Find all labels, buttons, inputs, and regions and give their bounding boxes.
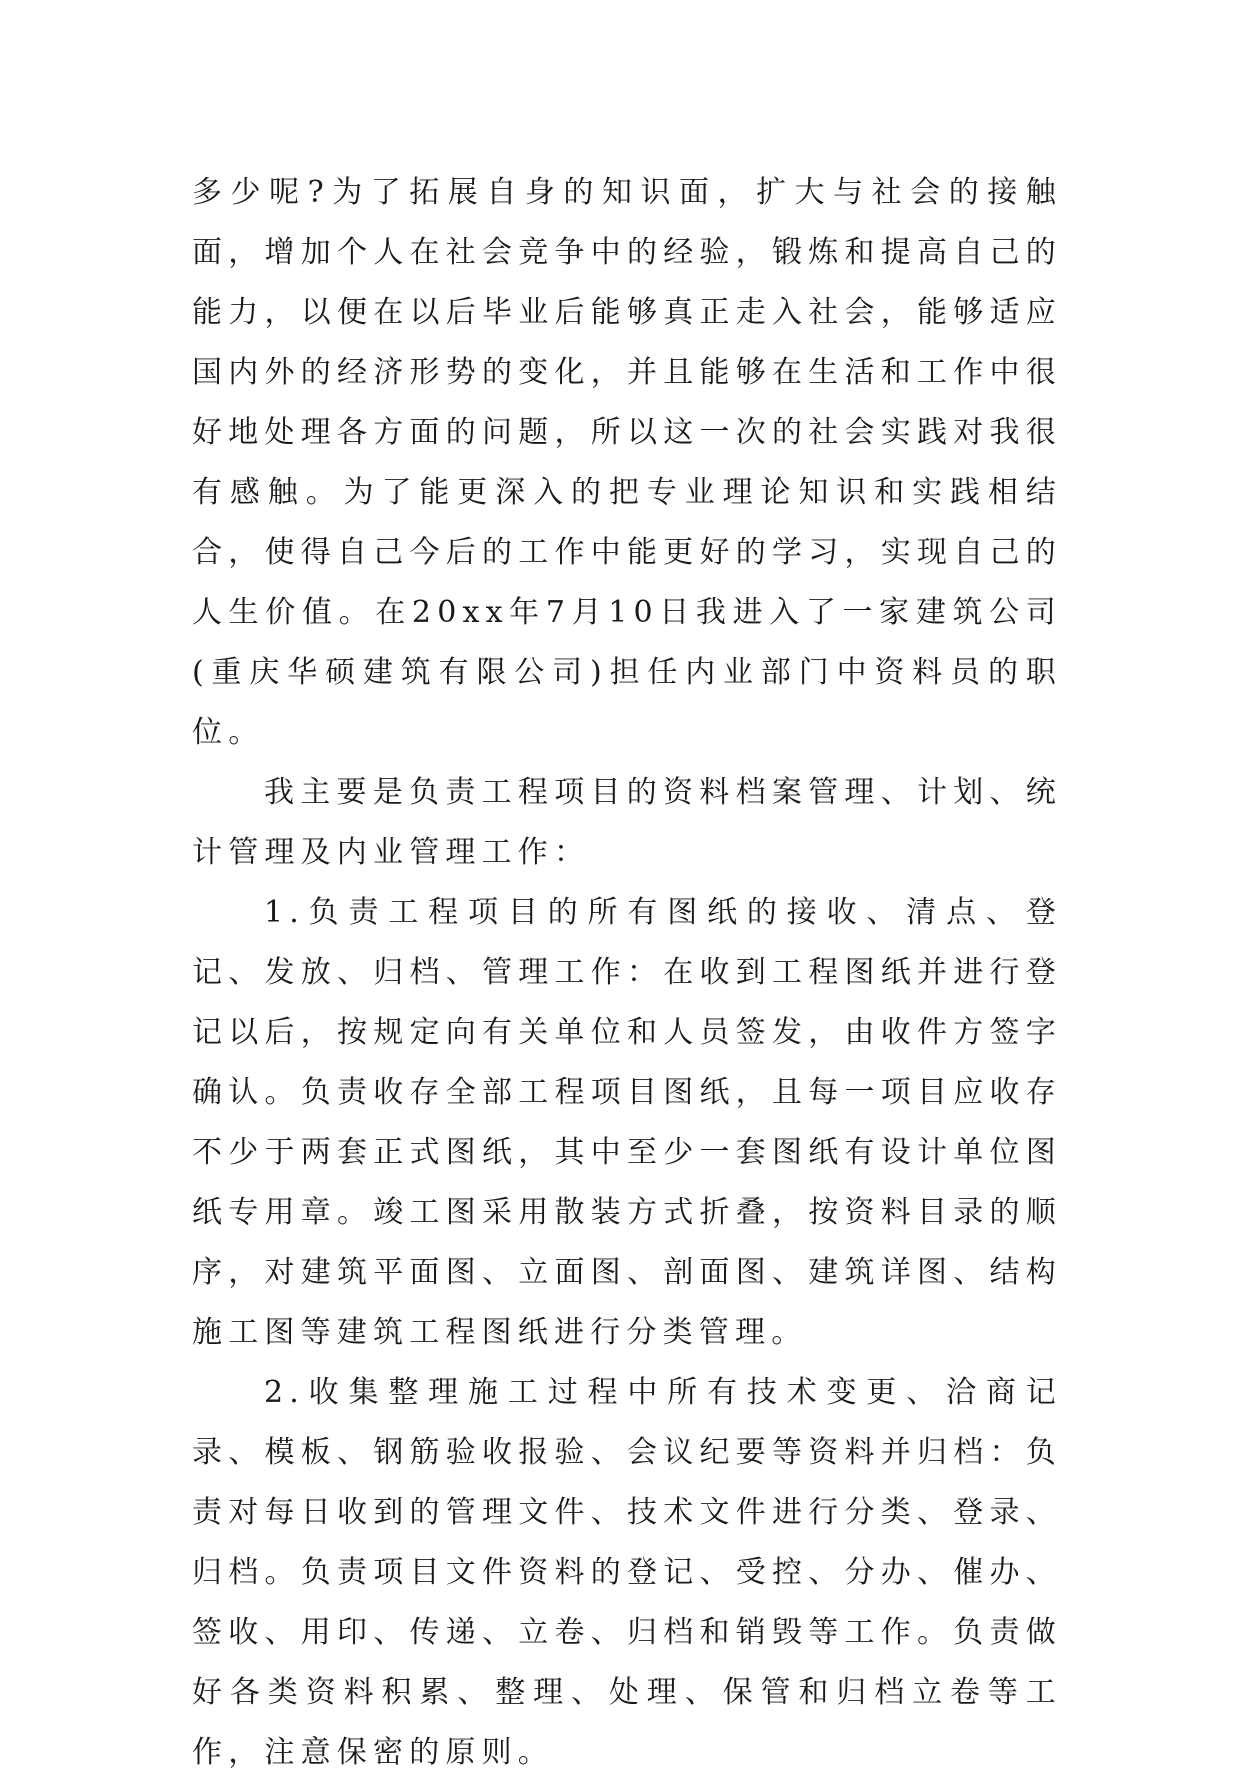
paragraph-item-2-records: 2.收集整理施工过程中所有技术变更、洽商记录、模板、钢筋验收报验、会议纪要等资料并归档：负责对每日收到的管理文件、技术文件进行分类、登录、归档。负责项目文件资料的登记、受控、分办、催办、签收、用印、传递、立卷、归档和销毁等工作。负责做好各类资料积累、整理、处理、保管和归档立卷等工作，注意保密的原则。 [192,1375,1062,1770]
paragraph-responsibilities-intro: 我主要是负责工程项目的资料档案管理、计划、统计管理及内业管理工作： [192,775,1062,870]
paragraph-item-1-drawings: 1.负责工程项目的所有图纸的接收、清点、登记、发放、归档、管理工作：在收到工程图纸并进行登记以后，按规定向有关单位和人员签发，由收件方签字确认。负责收存全部工程项目图纸，且每一项目应收存不少于两套正式图纸，其中至少一套图纸有设计单位图纸专用章。竣工图采用散装方式折叠，按资料目录的顺序，对建筑平面图、立面图、剖面图、建筑详图、结构施工图等建筑工程图纸进行分类管理。 [192,895,1062,1350]
paragraph-continuation: 多少呢?为了拓展自身的知识面，扩大与社会的接触面，增加个人在社会竞争中的经验，锻炼和提高自己的能力，以便在以后毕业后能够真正走入社会，能够适应国内外的经济形势的变化，并且能够在生活和工作中很好地处理各方面的问题，所以这一次的社会实践对我很有感触。为了能更深入的把专业理论知识和实践相结合，使得自己今后的工作中能更好的学习，实现自己的人生价值。在20xx年7月10日我进入了一家建筑公司(重庆华硕建筑有限公司)担任内业部门中资料员的职位。 [192,175,1062,750]
document-body [192,163,1062,1783]
